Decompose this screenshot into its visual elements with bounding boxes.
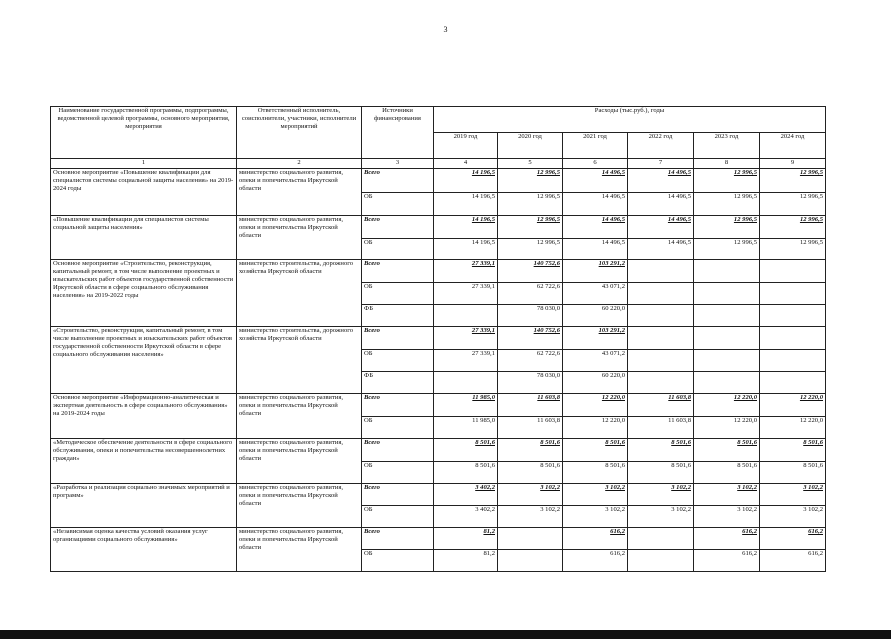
column-number: 8 xyxy=(694,159,760,169)
expense-value: 14 196,5 xyxy=(434,169,498,193)
funding-source: ОБ xyxy=(362,283,434,305)
expense-value: 12 996,5 xyxy=(760,169,826,193)
expense-value xyxy=(694,372,760,394)
expense-value: 103 291,2 xyxy=(563,327,628,350)
funding-source: Всего xyxy=(362,528,434,550)
funding-source: ОБ xyxy=(362,462,434,484)
expense-value: 8 501,6 xyxy=(694,462,760,484)
expense-value: 8 501,6 xyxy=(563,462,628,484)
expense-value: 616,2 xyxy=(760,550,826,572)
column-number: 7 xyxy=(628,159,694,169)
funding-source: Всего xyxy=(362,327,434,350)
header-executor: Ответственный исполнитель, соисполнители, участники, исполнители мероприятий xyxy=(237,107,362,159)
expense-value: 43 071,2 xyxy=(563,350,628,372)
column-number: 5 xyxy=(498,159,563,169)
header-year: 2021 год xyxy=(563,133,628,159)
expense-value xyxy=(628,327,694,350)
expense-value xyxy=(694,350,760,372)
expense-value: 8 501,6 xyxy=(628,462,694,484)
table-row xyxy=(51,394,826,417)
expense-value: 3 102,2 xyxy=(563,484,628,506)
table-row xyxy=(51,169,826,193)
expense-value: 12 220,0 xyxy=(694,417,760,439)
expense-value: 3 102,2 xyxy=(760,484,826,506)
expense-value xyxy=(760,305,826,327)
expense-value: 14 196,5 xyxy=(434,193,498,216)
scan-border xyxy=(0,630,891,639)
activity-name: «Независимая оценка качества условий оказания услуг организациями социального обслуживания» xyxy=(51,528,237,572)
expense-value: 62 722,6 xyxy=(498,350,563,372)
activity-name: Основное мероприятие «Информационно-аналитическая и экспертная деятельность в сфере социального обслуживания» на 2019-2024 годы xyxy=(51,394,237,439)
expense-value: 11 603,8 xyxy=(498,417,563,439)
expense-value: 12 220,0 xyxy=(760,394,826,417)
expense-value xyxy=(628,350,694,372)
table-row xyxy=(51,439,826,462)
expense-value: 60 220,0 xyxy=(563,372,628,394)
header-year: 2023 год xyxy=(694,133,760,159)
expense-value: 27 339,1 xyxy=(434,350,498,372)
page-number: 3 xyxy=(443,25,448,34)
expense-value xyxy=(760,260,826,283)
activity-name: «Строительство, реконструкция, капитальный ремонт, в том числе выполнение проектных и изыскательских работ объектов государственной собственности Иркутской области в сфере социального обслуживания населения» xyxy=(51,327,237,394)
expense-value xyxy=(760,350,826,372)
funding-source: ФБ xyxy=(362,372,434,394)
funding-source: Всего xyxy=(362,260,434,283)
funding-source: ФБ xyxy=(362,305,434,327)
expense-value: 62 722,6 xyxy=(498,283,563,305)
funding-source: Всего xyxy=(362,216,434,239)
funding-source: Всего xyxy=(362,484,434,506)
expense-value: 78 030,0 xyxy=(498,372,563,394)
expense-value: 14 196,5 xyxy=(434,239,498,260)
expense-value xyxy=(628,283,694,305)
activity-executor: министерство социального развития, опеки и попечительства Иркутской области xyxy=(237,394,362,439)
expense-value: 616,2 xyxy=(760,528,826,550)
funding-source: Всего xyxy=(362,439,434,462)
expense-value: 8 501,6 xyxy=(498,462,563,484)
expense-value: 14 496,5 xyxy=(563,216,628,239)
expense-value: 12 220,0 xyxy=(760,417,826,439)
expense-value: 3 402,2 xyxy=(434,506,498,528)
funding-source: ОБ xyxy=(362,550,434,572)
expense-value: 8 501,6 xyxy=(628,439,694,462)
expense-value: 11 603,8 xyxy=(628,394,694,417)
expense-value: 8 501,6 xyxy=(760,439,826,462)
expense-value xyxy=(498,550,563,572)
expense-value xyxy=(628,528,694,550)
expense-value xyxy=(434,305,498,327)
expense-value: 140 752,6 xyxy=(498,327,563,350)
expense-value: 11 603,8 xyxy=(498,394,563,417)
expense-value: 3 102,2 xyxy=(760,506,826,528)
table-row xyxy=(51,216,826,239)
activity-executor: министерство социального развития, опеки и попечительства Иркутской области xyxy=(237,528,362,572)
column-number: 4 xyxy=(434,159,498,169)
expense-value: 81,2 xyxy=(434,528,498,550)
expense-value: 3 102,2 xyxy=(563,506,628,528)
expense-value xyxy=(694,327,760,350)
expense-value: 616,2 xyxy=(563,550,628,572)
expense-value: 11 985,0 xyxy=(434,417,498,439)
expense-value: 8 501,6 xyxy=(498,439,563,462)
activity-executor: министерство социального развития, опеки и попечительства Иркутской области xyxy=(237,484,362,528)
funding-source: ОБ xyxy=(362,506,434,528)
expense-value: 8 501,6 xyxy=(434,462,498,484)
expense-value xyxy=(694,260,760,283)
table-row xyxy=(51,484,826,506)
table-row xyxy=(51,327,826,350)
expense-value: 8 501,6 xyxy=(563,439,628,462)
expense-value: 12 996,5 xyxy=(498,169,563,193)
funding-source: Всего xyxy=(362,394,434,417)
header-year: 2024 год xyxy=(760,133,826,159)
column-number: 3 xyxy=(362,159,434,169)
expense-value: 14 496,5 xyxy=(628,169,694,193)
expense-value: 8 501,6 xyxy=(434,439,498,462)
expense-value: 43 071,2 xyxy=(563,283,628,305)
expense-value: 12 220,0 xyxy=(694,394,760,417)
activity-name: «Разработка и реализация социально значимых мероприятий и программ» xyxy=(51,484,237,528)
funding-source: ОБ xyxy=(362,193,434,216)
header-expenses: Расходы (тыс.руб.), годы xyxy=(434,107,826,133)
expense-value: 12 996,5 xyxy=(498,216,563,239)
expense-value: 14 496,5 xyxy=(563,239,628,260)
expense-value xyxy=(628,550,694,572)
expense-value xyxy=(760,327,826,350)
expense-value: 12 996,5 xyxy=(760,239,826,260)
expense-value: 60 220,0 xyxy=(563,305,628,327)
expenses-table xyxy=(50,106,826,572)
expense-value: 3 102,2 xyxy=(628,506,694,528)
expense-value: 140 752,6 xyxy=(498,260,563,283)
expense-value xyxy=(628,305,694,327)
activity-executor: министерство социального развития, опеки и попечительства Иркутской области xyxy=(237,439,362,484)
expense-value: 3 102,2 xyxy=(628,484,694,506)
activity-name: Основное мероприятие «Повышение квалификации для специалистов системы социальной защиты населения» на 2019-2024 годы xyxy=(51,169,237,216)
expense-value: 78 030,0 xyxy=(498,305,563,327)
expense-value xyxy=(760,372,826,394)
header-source: Источники финансирования xyxy=(362,107,434,159)
header-name: Наименование государственной программы, подпрограммы, ведомственной целевой программы, основного мероприятия, мероприятия xyxy=(51,107,237,159)
funding-source: ОБ xyxy=(362,239,434,260)
expense-value: 3 102,2 xyxy=(498,506,563,528)
expense-value: 81,2 xyxy=(434,550,498,572)
expense-value: 8 501,6 xyxy=(694,439,760,462)
expense-value xyxy=(760,283,826,305)
expense-value: 27 339,1 xyxy=(434,283,498,305)
activity-executor: министерство строительства, дорожного хозяйства Иркутской области xyxy=(237,327,362,394)
expense-value: 14 496,5 xyxy=(563,193,628,216)
expense-value: 3 102,2 xyxy=(498,484,563,506)
expense-value: 3 102,2 xyxy=(694,484,760,506)
expense-value: 12 996,5 xyxy=(498,239,563,260)
expense-value xyxy=(628,260,694,283)
expense-value: 27 339,1 xyxy=(434,260,498,283)
activity-executor: министерство строительства, дорожного хозяйства Иркутской области xyxy=(237,260,362,327)
funding-source: Всего xyxy=(362,169,434,193)
expense-value: 3 102,2 xyxy=(694,506,760,528)
table-row xyxy=(51,260,826,283)
expense-value: 3 402,2 xyxy=(434,484,498,506)
activity-executor: министерство социального развития, опеки и попечительства Иркутской области xyxy=(237,216,362,260)
expense-value: 12 220,0 xyxy=(563,394,628,417)
expense-value: 14 196,5 xyxy=(434,216,498,239)
funding-source: ОБ xyxy=(362,417,434,439)
expense-value: 14 496,5 xyxy=(563,169,628,193)
expense-value xyxy=(694,305,760,327)
expense-value: 12 996,5 xyxy=(694,239,760,260)
activity-name: Основное мероприятие «Строительство, реконструкция, капитальный ремонт, в том числе выполнение проектных и изыскательских работ объектов государственной собственности Иркутской области в сфере социального обслуживания населения» на 2019-2022 годы xyxy=(51,260,237,327)
header-year: 2020 год xyxy=(498,133,563,159)
expense-value: 616,2 xyxy=(694,528,760,550)
expense-value: 12 996,5 xyxy=(694,169,760,193)
expense-value: 8 501,6 xyxy=(760,462,826,484)
expense-value: 27 339,1 xyxy=(434,327,498,350)
expense-value xyxy=(434,372,498,394)
column-number: 2 xyxy=(237,159,362,169)
table-row xyxy=(51,528,826,550)
expense-value xyxy=(498,528,563,550)
expense-value: 11 985,0 xyxy=(434,394,498,417)
expense-value: 12 996,5 xyxy=(498,193,563,216)
expense-value: 12 220,0 xyxy=(563,417,628,439)
header-year: 2022 год xyxy=(628,133,694,159)
column-number: 9 xyxy=(760,159,826,169)
expense-value: 103 291,2 xyxy=(563,260,628,283)
expense-value: 14 496,5 xyxy=(628,239,694,260)
expense-value: 12 996,5 xyxy=(760,216,826,239)
expense-value: 14 496,5 xyxy=(628,216,694,239)
column-number: 1 xyxy=(51,159,237,169)
activity-name: «Методическое обеспечение деятельности в сфере социального обслуживания, опеки и попечительства несовершеннолетних граждан» xyxy=(51,439,237,484)
expense-value: 12 996,5 xyxy=(760,193,826,216)
header-year: 2019 год xyxy=(434,133,498,159)
expense-value: 11 603,8 xyxy=(628,417,694,439)
expense-value: 12 996,5 xyxy=(694,216,760,239)
expense-value xyxy=(694,283,760,305)
expense-value: 616,2 xyxy=(563,528,628,550)
expense-value xyxy=(628,372,694,394)
column-number: 6 xyxy=(563,159,628,169)
activity-name: «Повышение квалификации для специалистов системы социальной защиты населения» xyxy=(51,216,237,260)
expense-value: 14 496,5 xyxy=(628,193,694,216)
expense-value: 12 996,5 xyxy=(694,193,760,216)
funding-source: ОБ xyxy=(362,350,434,372)
activity-executor: министерство социального развития, опеки и попечительства Иркутской области xyxy=(237,169,362,216)
expense-value: 616,2 xyxy=(694,550,760,572)
